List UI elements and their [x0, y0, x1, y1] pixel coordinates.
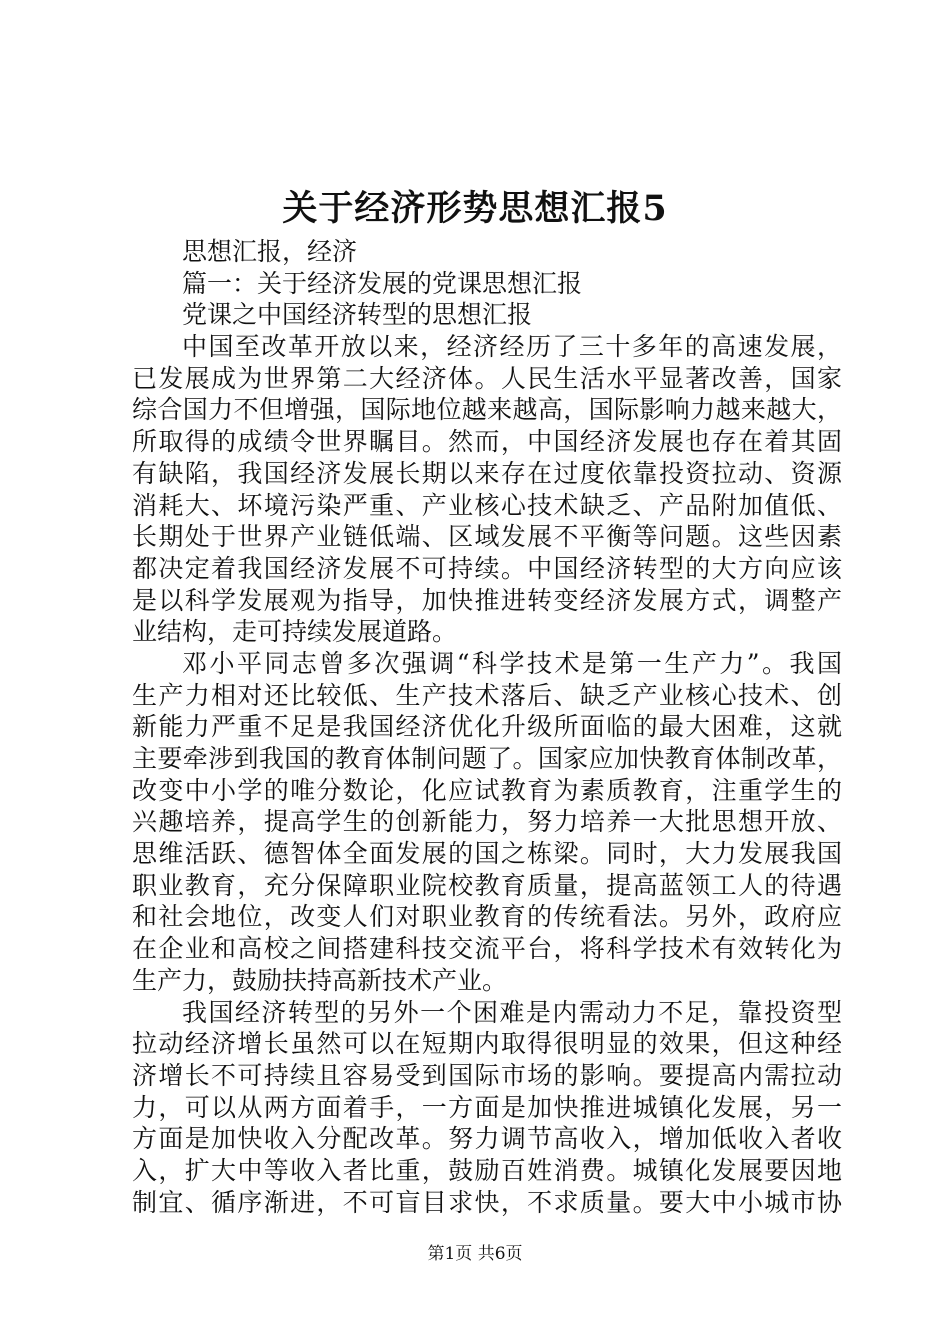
text-line-27: 济增长不可持续且容易受到国际市场的影响。要提高内需拉动: [132, 1060, 842, 1090]
text-line-31: 制宜、循序渐进，不可盲目求快，不求质量。要大中小城市协: [132, 1187, 842, 1217]
text-line-13: 业结构，走可持续发展道路。: [132, 617, 458, 647]
text-line-14: 邓小平同志曾多次强调“科学技术是第一生产力”。我国: [182, 648, 842, 678]
text-line-17: 主要牵涉到我国的教育体制问题了。国家应加快教育体制改革，: [132, 744, 842, 773]
text-line-19: 兴趣培养，提高学生的创新能力，努力培养一大批思想开放、: [132, 807, 842, 837]
text-line-4: 中国至改革开放以来，经济经历了三十多年的高速发展，: [182, 332, 842, 362]
text-line-8: 有缺陷，我国经济发展长期以来存在过度依靠投资拉动、资源: [132, 458, 842, 488]
text-line-5: 已发展成为世界第二大经济体。人民生活水平显著改善，国家: [132, 363, 842, 393]
text-line-11: 都决定着我国经济发展不可持续。中国经济转型的大方向应该: [132, 553, 842, 583]
text-line-9: 消耗大、坏境污染严重、产业核心技术缺乏、产品附加值低、: [132, 490, 842, 520]
text-line-1: 思想汇报，经济: [182, 237, 358, 266]
text-line-24: 生产力，鼓励扶持高新技术产业。: [132, 965, 508, 995]
text-line-15: 生产力相对还比较低、生产技术落后、缺乏产业核心技术、创: [132, 680, 842, 710]
text-line-16: 新能力严重不足是我国经济优化升级所面临的最大困难，这就: [132, 712, 842, 742]
page-footer: 第1页 共6页: [427, 1244, 523, 1264]
text-line-21: 职业教育，充分保障职业院校教育质量，提高蓝领工人的待遇: [132, 870, 842, 900]
text-line-10: 长期处于世界产业链低端、区域发展不平衡等问题。这些因素: [132, 522, 842, 552]
document-body: [132, 236, 842, 1218]
text-line-28: 力，可以从两方面着手，一方面是加快推进城镇化发展，另一: [132, 1092, 842, 1122]
text-line-12: 是以科学发展观为指导，加快推进转变经济发展方式，调整产: [132, 585, 842, 615]
document-title: 关于经济形势思想汇报5: [282, 188, 668, 229]
text-line-30: 入，扩大中等收入者比重，鼓励百姓消费。城镇化发展要因地: [132, 1155, 842, 1185]
text-line-22: 和社会地位，改变人们对职业教育的传统看法。另外，政府应: [132, 902, 842, 932]
text-line-25: 我国经济转型的另外一个困难是内需动力不足，靠投资型: [182, 997, 842, 1027]
text-line-6: 综合国力不但增强，国际地位越来越高，国际影响力越来越大，: [132, 395, 842, 425]
text-line-3: 党课之中国经济转型的思想汇报: [182, 300, 533, 330]
text-line-23: 在企业和高校之间搭建科技交流平台，将科学技术有效转化为: [132, 934, 842, 964]
text-line-26: 拉动经济增长虽然可以在短期内取得很明显的效果，但这种经: [132, 1029, 842, 1059]
text-line-7: 所取得的成绩令世界瞩目。然而，中国经济发展也存在着其固: [132, 427, 842, 457]
text-line-20: 思维活跃、德智体全面发展的国之栋梁。同时，大力发展我国: [132, 839, 842, 869]
text-line-18: 改变中小学的唯分数论，化应试教育为素质教育，注重学生的: [132, 775, 842, 805]
text-line-29: 方面是加快收入分配改革。努力调节高收入，增加低收入者收: [132, 1124, 842, 1154]
text-line-2: 篇一：关于经济发展的党课思想汇报: [182, 268, 583, 298]
